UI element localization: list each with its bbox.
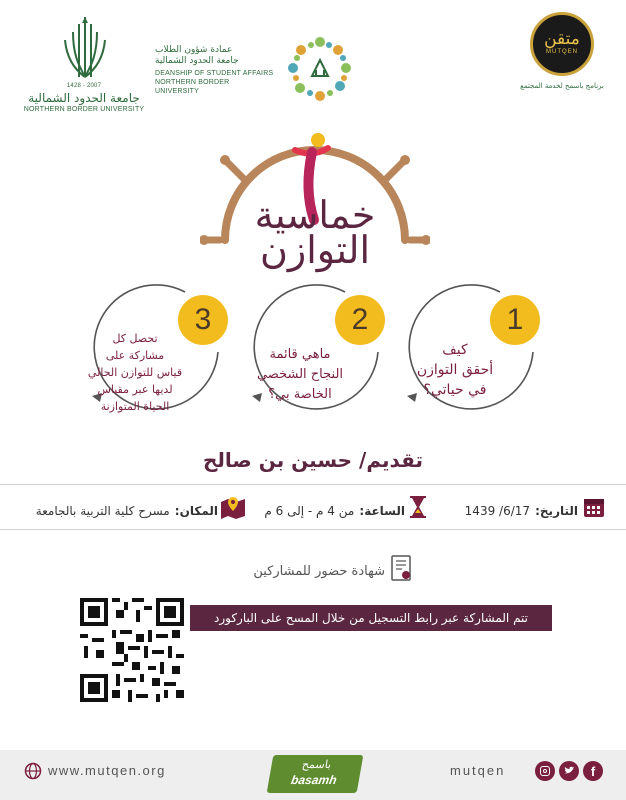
facebook-icon[interactable]: f bbox=[583, 761, 603, 781]
social-handle[interactable]: mutqen bbox=[450, 763, 506, 778]
presenter: تقديم/ حسين بن صالح bbox=[202, 448, 424, 472]
instagram-icon[interactable] bbox=[535, 761, 555, 781]
step-2-number: 2 bbox=[335, 295, 385, 345]
deanship-en-line2: NORTHERN BORDER UNIVERSITY bbox=[155, 79, 230, 95]
title-line2: التوازن bbox=[259, 228, 371, 272]
university-years: 1428 - 2007 bbox=[66, 83, 102, 89]
sponsor-logo-ar: باسمح bbox=[300, 758, 333, 771]
deanship-block bbox=[155, 45, 275, 96]
date-value: 1439 /6/17 bbox=[464, 504, 531, 518]
step-1-number: 1 bbox=[490, 295, 540, 345]
step-1-line: كيف bbox=[442, 342, 468, 358]
university-emblem-icon bbox=[50, 12, 120, 82]
mutqen-seal-en: MUTQEN bbox=[546, 49, 578, 55]
university-name-ar: جامعة الحدود الشمالية bbox=[28, 91, 140, 105]
step-3-text bbox=[70, 330, 200, 415]
place-label: المكان: bbox=[174, 504, 218, 518]
calendar-icon bbox=[582, 495, 606, 519]
place-value: مسرح كلية التربية بالجامعة bbox=[35, 504, 170, 518]
step-3-line: تحصل كل bbox=[112, 332, 158, 345]
step-3-line: مشاركة على bbox=[105, 349, 165, 362]
mutqen-caption: برنامج باسمح لخدمة المجتمع bbox=[520, 82, 604, 90]
step-2-line: ماهي قائمة bbox=[269, 347, 331, 362]
step-3-number: 3 bbox=[178, 295, 228, 345]
step-1-line: أحقق التوازن bbox=[416, 362, 494, 378]
hourglass-icon bbox=[408, 495, 428, 519]
step-3-line: الحياة المتوازنة bbox=[100, 400, 170, 413]
place-info bbox=[18, 500, 218, 519]
mutqen-logo bbox=[520, 12, 620, 112]
globe-icon bbox=[24, 762, 42, 780]
step-1-line: في حياتي؟ bbox=[423, 382, 487, 398]
step-2-line: النجاح الشخصي bbox=[256, 367, 344, 382]
step-3-line: قياس للتوازن الحالي bbox=[87, 366, 183, 379]
university-name-en: NORTHERN BORDER UNIVERSITY bbox=[23, 106, 145, 113]
step-2-line: الخاصة بي؟ bbox=[268, 387, 332, 402]
website-link[interactable]: www.mutqen.org bbox=[48, 763, 166, 778]
map-pin-icon bbox=[220, 494, 246, 520]
certificate-icon bbox=[390, 555, 414, 583]
deanship-emblem-icon bbox=[280, 30, 360, 110]
register-banner: تتم المشاركة عبر رابط التسجيل من خلال المسح على الباركورد bbox=[190, 605, 552, 631]
sponsor-logo bbox=[267, 755, 364, 793]
step-3-line: لديها عبر مقياس bbox=[97, 383, 173, 396]
time-value: من 4 م - إلى 6 م bbox=[264, 504, 355, 518]
sponsor-logo-en: basamh bbox=[290, 773, 338, 787]
step-1-text bbox=[400, 340, 510, 400]
university-logo bbox=[14, 12, 154, 122]
certificate-text: شهادة حضور للمشاركين bbox=[253, 564, 385, 579]
date-label: التاريخ: bbox=[535, 504, 578, 518]
date-info bbox=[430, 500, 578, 519]
time-info bbox=[255, 500, 405, 519]
step-2-text bbox=[240, 345, 360, 405]
qr-code[interactable] bbox=[80, 598, 184, 702]
mutqen-seal-ar: متقن bbox=[544, 29, 580, 49]
twitter-icon[interactable] bbox=[559, 761, 579, 781]
deanship-ar-line1: عمادة شؤون الطلاب bbox=[155, 45, 233, 55]
mutqen-seal bbox=[530, 12, 594, 76]
deanship-en-line1: DEANSHIP OF STUDENT AFFAIRS bbox=[155, 70, 274, 77]
qr-code-icon bbox=[80, 598, 184, 702]
deanship-ar-line2: جامعة الحدود الشمالية bbox=[155, 56, 239, 66]
title-line1: خماسية bbox=[254, 193, 376, 237]
time-label: الساعة: bbox=[359, 504, 405, 518]
